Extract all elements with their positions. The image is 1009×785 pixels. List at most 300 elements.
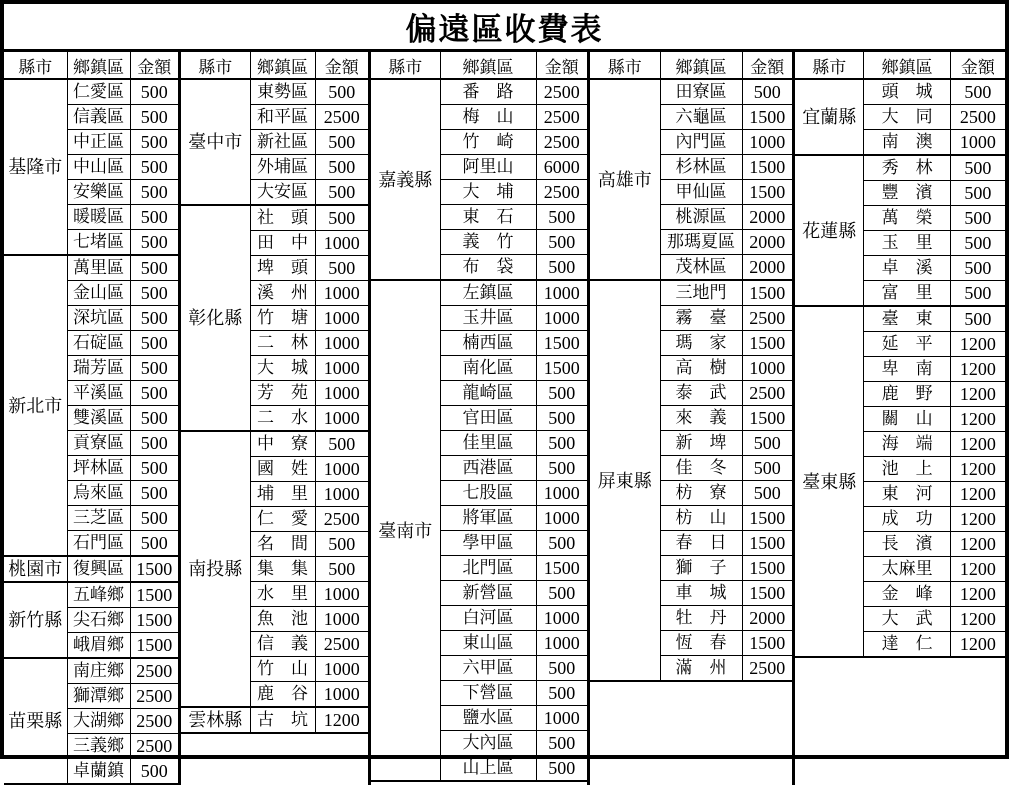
amount-cell: 500 [130,281,178,306]
amount-cell: 1200 [950,607,1005,632]
township-cell: 大內區 [440,731,536,756]
amount-cell: 500 [536,230,587,255]
amount-header: 金額 [315,52,368,79]
township-cell: 新營區 [440,581,536,606]
amount-cell: 1500 [742,331,792,356]
amount-cell: 1200 [950,482,1005,507]
amount-cell: 2500 [742,656,792,682]
amount-cell: 500 [315,180,368,206]
township-cell: 大 同 [864,105,950,130]
fee-table-group-2 [181,52,371,785]
amount-cell: 500 [130,155,178,180]
township-cell: 二 水 [250,406,315,432]
township-cell: 埤 頭 [250,256,315,281]
amount-cell: 2500 [536,180,587,205]
amount-cell: 1500 [536,556,587,581]
township-header: 鄉鎮區 [660,52,742,79]
amount-cell: 500 [130,481,178,506]
county-cell: 新竹縣 [4,582,67,658]
township-cell: 仁愛區 [67,79,130,105]
amount-cell: 500 [742,431,792,456]
township-cell: 卓蘭鎮 [67,759,130,785]
township-cell: 水 里 [250,582,315,607]
county-cell: 臺中市 [181,79,250,205]
amount-cell: 500 [742,79,792,105]
township-cell: 東 河 [864,482,950,507]
township-cell: 名 間 [250,532,315,557]
amount-cell: 500 [950,306,1005,332]
township-cell: 安樂區 [67,180,130,205]
amount-cell: 2000 [742,606,792,631]
amount-cell: 500 [130,431,178,456]
amount-cell: 1500 [742,280,792,306]
township-cell: 三地門 [660,280,742,306]
township-cell: 新 埤 [660,431,742,456]
amount-cell: 2500 [950,105,1005,130]
amount-cell: 2000 [742,230,792,255]
township-cell: 來 義 [660,406,742,431]
table-row [4,255,178,281]
amount-cell: 500 [315,205,368,231]
amount-cell: 2500 [130,658,178,684]
township-cell: 七堵區 [67,230,130,256]
amount-cell: 1000 [536,280,587,306]
township-cell: 信 義 [250,632,315,657]
amount-cell: 1000 [315,682,368,708]
township-cell: 大湖鄉 [67,709,130,734]
county-cell: 南投縣 [181,431,250,707]
township-cell: 芳 苑 [250,381,315,406]
county-cell: 苗栗縣 [4,658,67,784]
amount-cell: 1200 [950,507,1005,532]
township-cell: 番 路 [440,79,536,105]
amount-cell: 500 [130,205,178,230]
amount-header: 金額 [950,52,1005,79]
table-row [371,79,587,105]
amount-cell: 500 [130,130,178,155]
amount-cell: 1200 [950,457,1005,482]
amount-cell: 500 [315,557,368,582]
amount-cell: 500 [536,581,587,606]
amount-cell: 1000 [536,506,587,531]
township-cell: 大 城 [250,356,315,381]
county-cell: 新北市 [4,255,67,556]
amount-cell: 2500 [130,709,178,734]
amount-cell: 2500 [536,105,587,130]
amount-cell: 2500 [130,684,178,709]
amount-cell: 1200 [950,632,1005,658]
amount-cell: 500 [950,181,1005,206]
township-cell: 二 林 [250,331,315,356]
township-cell: 茂林區 [660,255,742,281]
amount-cell: 500 [315,130,368,155]
amount-cell: 1500 [742,531,792,556]
amount-cell: 1000 [536,606,587,631]
township-cell: 中山區 [67,155,130,180]
township-cell: 平溪區 [67,381,130,406]
amount-cell: 500 [130,331,178,356]
township-header: 鄉鎮區 [864,52,950,79]
table-row [181,707,368,733]
township-cell: 那瑪夏區 [660,230,742,255]
township-cell: 泰 武 [660,381,742,406]
amount-cell: 1000 [950,130,1005,156]
township-cell: 貢寮區 [67,431,130,456]
township-cell: 深坑區 [67,306,130,331]
table-row [795,155,1005,181]
township-cell: 枋 山 [660,506,742,531]
township-cell: 下營區 [440,681,536,706]
township-cell: 龍崎區 [440,381,536,406]
amount-cell: 6000 [536,155,587,180]
amount-cell: 1000 [315,281,368,306]
township-cell: 車 城 [660,581,742,606]
amount-header: 金額 [742,52,792,79]
township-cell: 仁 愛 [250,507,315,532]
table-row [181,205,368,231]
township-cell: 五峰鄉 [67,582,130,608]
township-cell: 南化區 [440,356,536,381]
township-cell: 六龜區 [660,105,742,130]
table-row [795,79,1005,105]
amount-cell: 500 [315,532,368,557]
township-cell: 暖暖區 [67,205,130,230]
township-cell: 南 澳 [864,130,950,156]
township-cell: 金 峰 [864,582,950,607]
amount-cell: 500 [536,255,587,281]
township-cell: 古 坑 [250,707,315,733]
township-cell: 社 頭 [250,205,315,231]
county-header: 縣市 [590,52,660,79]
table-row [4,582,178,608]
amount-cell: 1500 [742,581,792,606]
township-cell: 學甲區 [440,531,536,556]
township-cell: 信義區 [67,105,130,130]
township-cell: 池 上 [864,457,950,482]
township-cell: 卑 南 [864,357,950,382]
township-cell: 坪林區 [67,456,130,481]
amount-cell: 2000 [742,205,792,230]
amount-cell: 500 [130,531,178,557]
amount-cell: 500 [130,230,178,256]
township-header: 鄉鎮區 [250,52,315,79]
amount-cell: 1000 [315,381,368,406]
amount-cell: 1200 [950,432,1005,457]
township-cell: 秀 林 [864,155,950,181]
county-cell: 高雄市 [590,79,660,280]
amount-cell: 2500 [130,734,178,759]
amount-cell: 2500 [742,306,792,331]
amount-cell: 1000 [315,331,368,356]
township-cell: 大安區 [250,180,315,206]
township-cell: 春 日 [660,531,742,556]
amount-cell: 500 [950,206,1005,231]
township-cell: 萬里區 [67,255,130,281]
county-cell: 宜蘭縣 [795,79,864,155]
township-cell: 左鎮區 [440,280,536,306]
county-cell: 雲林縣 [181,707,250,733]
township-cell: 甲仙區 [660,180,742,205]
township-cell: 魚 池 [250,607,315,632]
fee-table [371,52,587,782]
amount-cell: 1500 [536,356,587,381]
amount-cell: 1500 [536,331,587,356]
table-row [4,556,178,582]
county-header: 縣市 [371,52,440,79]
county-cell: 桃園市 [4,556,67,582]
amount-cell: 2500 [315,507,368,532]
township-cell: 復興區 [67,556,130,582]
amount-header: 金額 [536,52,587,79]
township-cell: 玉 里 [864,231,950,256]
fee-table-group-3 [371,52,590,785]
township-cell: 杉林區 [660,155,742,180]
township-cell: 田 中 [250,231,315,256]
township-cell: 霧 臺 [660,306,742,331]
county-cell: 臺東縣 [795,306,864,657]
amount-cell: 1500 [742,506,792,531]
table-row [181,79,368,105]
county-cell: 屏東縣 [590,280,660,681]
amount-cell: 2500 [536,130,587,155]
amount-cell: 2500 [742,381,792,406]
fee-table [795,52,1005,658]
township-cell: 集 集 [250,557,315,582]
amount-cell: 500 [315,155,368,180]
amount-cell: 1200 [950,582,1005,607]
township-cell: 臺 東 [864,306,950,332]
amount-cell: 500 [130,105,178,130]
amount-cell: 500 [536,656,587,681]
amount-cell: 1200 [950,557,1005,582]
township-cell: 田寮區 [660,79,742,105]
amount-cell: 1000 [536,706,587,731]
county-cell: 彰化縣 [181,205,250,431]
amount-cell: 1500 [742,180,792,205]
amount-cell: 500 [536,456,587,481]
township-cell: 頭 城 [864,79,950,105]
township-cell: 官田區 [440,406,536,431]
township-cell: 獅 子 [660,556,742,581]
township-cell: 富 里 [864,281,950,307]
table-row [590,280,792,306]
township-cell: 和平區 [250,105,315,130]
amount-cell: 2500 [315,632,368,657]
township-cell: 尖石鄉 [67,608,130,633]
amount-cell: 500 [536,731,587,756]
county-cell: 花蓮縣 [795,155,864,306]
township-cell: 三芝區 [67,506,130,531]
amount-cell: 1200 [315,707,368,733]
amount-cell: 1000 [315,482,368,507]
township-cell: 成 功 [864,507,950,532]
amount-cell: 500 [536,205,587,230]
amount-cell: 1000 [315,657,368,682]
amount-cell: 500 [950,231,1005,256]
township-cell: 西港區 [440,456,536,481]
township-cell: 竹 崎 [440,130,536,155]
amount-cell: 500 [536,681,587,706]
amount-cell: 500 [130,506,178,531]
township-cell: 七股區 [440,481,536,506]
amount-cell: 1500 [742,631,792,656]
township-cell: 延 平 [864,332,950,357]
amount-cell: 1500 [130,556,178,582]
township-cell: 溪 州 [250,281,315,306]
amount-cell: 2000 [742,255,792,281]
table-row [4,658,178,684]
township-cell: 瑞芳區 [67,356,130,381]
fee-table [4,52,178,785]
township-cell: 鹿 野 [864,382,950,407]
amount-cell: 500 [950,79,1005,105]
page-title: 偏遠區收費表 [4,4,1005,52]
township-cell: 達 仁 [864,632,950,658]
amount-cell: 1000 [315,406,368,432]
township-cell: 埔 里 [250,482,315,507]
amount-cell: 500 [130,180,178,205]
township-cell: 峨眉鄉 [67,633,130,659]
township-cell: 佳 冬 [660,456,742,481]
township-cell: 將軍區 [440,506,536,531]
township-cell: 義 竹 [440,230,536,255]
township-cell: 梅 山 [440,105,536,130]
township-cell: 瑪 家 [660,331,742,356]
amount-cell: 500 [536,381,587,406]
township-cell: 桃源區 [660,205,742,230]
amount-cell: 500 [130,381,178,406]
fee-table-group-1 [4,52,181,785]
township-cell: 太麻里 [864,557,950,582]
township-cell: 關 山 [864,407,950,432]
township-cell: 外埔區 [250,155,315,180]
township-cell: 三義鄉 [67,734,130,759]
township-cell: 長 濱 [864,532,950,557]
amount-cell: 1000 [536,306,587,331]
township-cell: 大 武 [864,607,950,632]
township-cell: 大 埔 [440,180,536,205]
township-cell: 內門區 [660,130,742,155]
amount-cell: 500 [536,531,587,556]
amount-cell: 500 [130,255,178,281]
amount-cell: 500 [315,256,368,281]
amount-cell: 500 [950,281,1005,307]
amount-cell: 1000 [742,356,792,381]
township-cell: 烏來區 [67,481,130,506]
amount-cell: 1000 [315,457,368,482]
township-cell: 豐 濱 [864,181,950,206]
township-cell: 高 樹 [660,356,742,381]
table-row [371,280,587,306]
amount-cell: 1000 [536,481,587,506]
amount-cell: 500 [130,759,178,785]
township-cell: 竹 塘 [250,306,315,331]
amount-cell: 1500 [742,105,792,130]
township-cell: 獅潭鄉 [67,684,130,709]
amount-cell: 1200 [950,382,1005,407]
township-cell: 石門區 [67,531,130,557]
amount-cell: 500 [315,79,368,105]
township-cell: 南庄鄉 [67,658,130,684]
amount-cell: 1200 [950,532,1005,557]
amount-cell: 500 [130,356,178,381]
amount-cell: 2500 [536,79,587,105]
county-cell: 嘉義縣 [371,79,440,280]
township-cell: 海 端 [864,432,950,457]
table-row [4,79,178,105]
amount-cell: 1200 [950,407,1005,432]
amount-cell: 1000 [742,130,792,155]
table-row [181,431,368,457]
amount-cell: 1000 [315,306,368,331]
township-cell: 玉井區 [440,306,536,331]
amount-cell: 1000 [315,231,368,256]
amount-cell: 1500 [742,155,792,180]
township-cell: 鹽水區 [440,706,536,731]
amount-cell: 1200 [950,332,1005,357]
township-cell: 雙溪區 [67,406,130,431]
township-cell: 卓 溪 [864,256,950,281]
county-header: 縣市 [4,52,67,79]
amount-cell: 1000 [315,356,368,381]
fee-table [181,52,368,734]
amount-header: 金額 [130,52,178,79]
township-cell: 鹿 谷 [250,682,315,708]
amount-cell: 500 [950,256,1005,281]
amount-cell: 1500 [130,582,178,608]
amount-cell: 500 [742,481,792,506]
township-cell: 石碇區 [67,331,130,356]
table-row [590,79,792,105]
township-cell: 中 寮 [250,431,315,457]
township-cell: 中正區 [67,130,130,155]
township-cell: 東山區 [440,631,536,656]
amount-cell: 500 [315,431,368,457]
amount-cell: 500 [536,406,587,431]
amount-cell: 500 [130,456,178,481]
amount-cell: 500 [536,756,587,782]
township-cell: 布 袋 [440,255,536,281]
township-cell: 北門區 [440,556,536,581]
township-cell: 萬 榮 [864,206,950,231]
township-cell: 枋 寮 [660,481,742,506]
township-cell: 白河區 [440,606,536,631]
amount-cell: 1500 [130,633,178,659]
amount-cell: 1000 [536,631,587,656]
township-cell: 山上區 [440,756,536,782]
township-cell: 東 石 [440,205,536,230]
amount-cell: 1500 [130,608,178,633]
amount-cell: 2500 [315,105,368,130]
fee-table [590,52,792,682]
amount-cell: 500 [130,306,178,331]
township-header: 鄉鎮區 [67,52,130,79]
amount-cell: 500 [950,155,1005,181]
amount-cell: 500 [536,431,587,456]
amount-cell: 500 [130,406,178,431]
fee-table-groups [4,52,1005,785]
fee-table-group-5 [795,52,1005,785]
township-cell: 新社區 [250,130,315,155]
township-cell: 六甲區 [440,656,536,681]
township-cell: 竹 山 [250,657,315,682]
amount-cell: 1000 [315,582,368,607]
fee-table-group-4 [590,52,795,785]
county-header: 縣市 [181,52,250,79]
township-cell: 阿里山 [440,155,536,180]
township-cell: 佳里區 [440,431,536,456]
county-cell: 基隆市 [4,79,67,255]
